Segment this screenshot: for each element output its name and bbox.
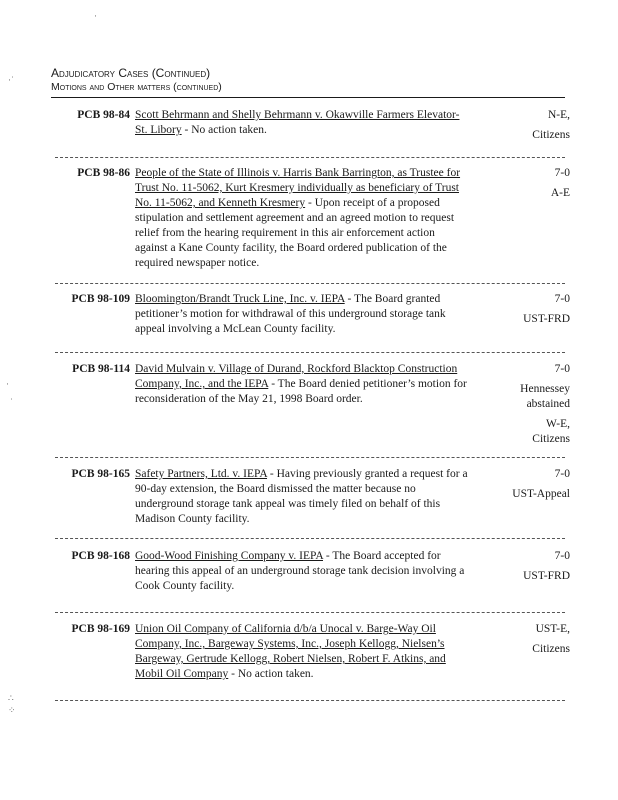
section-header [51,66,565,93]
case-vote [490,467,570,507]
vote-line: 7-0 [554,167,570,179]
case-parties: People of the State of Illinois v. Harris Bank Barrington, as Trustee for Trust No. 11-5062, Kurt Kresmery individually as beneficiary of Trust No. 11-5062, and Kenneth Kresmery [135,167,461,209]
case-number: PCB 98-86 [77,167,130,179]
case-vote [490,292,570,332]
vote-line: Citizens [532,129,570,141]
case-description [135,362,470,407]
vote-line: W-E, Citizens [532,418,570,445]
scan-speck: ⁘ [8,705,16,715]
case-vote [490,166,570,206]
case-number: PCB 98-109 [71,293,130,305]
case-parties: Union Oil Company of California d/b/a Unocal v. Barge-Way Oil Company, Inc., Bargeway Systems, Inc., Joseph Kellogg, Nielsen’s Bargeway, Gertrude Kellogg, Robert Nielsen, Robert F. Atkins, and Mobil Oil Company [135,623,446,680]
case-divider [55,283,565,284]
case-vote [490,622,570,662]
case-parties: David Mulvain v. Village of Durand, Rockford Blacktop Construction Company, Inc., and the IEPA [135,363,458,390]
scan-speck: ∴ [8,693,14,703]
vote-line: Hennessey abstained [520,383,570,410]
case-divider [55,157,565,158]
case-number: PCB 98-114 [72,363,130,375]
case-number: PCB 98-84 [77,109,130,121]
vote-line: 7-0 [554,293,570,305]
case-divider [55,700,565,701]
case-action: - The Board denied petitioner’s motion for reconsideration of the May 21, 1998 Board order. [135,378,467,405]
vote-line: 7-0 [554,363,570,375]
vote-line: UST-E, [535,623,570,635]
case-divider [55,612,565,613]
case-divider [55,352,565,353]
case-description [135,292,470,337]
case-vote [490,362,570,452]
case-number: PCB 98-169 [71,623,130,635]
case-parties: Scott Behrmann and Shelly Behrmann v. Okawville Farmers Elevator-St. Libory [135,109,460,136]
case-divider [55,457,565,458]
section-subtitle: Motions and Other matters (continued) [51,81,222,93]
vote-line: N-E, [547,109,570,121]
case-action: - The Board granted petitioner’s motion for withdrawal of this underground storage tank appeal involving a McLean County facility. [135,293,446,335]
vote-line: UST-FRD [523,313,570,325]
scan-speck: ˙ [10,397,13,407]
case-number: PCB 98-165 [71,468,130,480]
case-action: - No action taken. [181,124,267,136]
vote-line: Citizens [532,643,570,655]
vote-line: 7-0 [554,468,570,480]
case-description [135,108,470,138]
case-description [135,549,470,594]
vote-line: UST-Appeal [512,488,570,500]
scan-speck: ·˙ [8,75,14,85]
case-description [135,467,470,527]
case-parties: Good-Wood Finishing Company v. IEPA [135,550,323,562]
case-action: - Upon receipt of a proposed stipulation and settlement agreement and an agreed motion to request relief from the hearing requirement in this air enforcement action against a Kane County facility, the Board ordered publication of the required newspaper notice. [135,197,455,269]
case-vote [490,549,570,589]
case-action: - Having previously granted a request for a 90-day extension, the Board dismissed the matter because no underground storage tank appeal was timely filed on behalf of this Madison County facility. [135,468,468,525]
header-rule [51,97,565,98]
case-parties: Bloomington/Brandt Truck Line, Inc. v. IEPA [135,293,345,305]
vote-line: A-E [550,187,570,199]
case-vote [490,108,570,148]
section-title: Adjudicatory Cases (Continued) [51,66,211,80]
case-description [135,166,470,271]
case-divider [55,538,565,539]
scan-speck: · [6,379,9,389]
case-number: PCB 98-168 [71,550,130,562]
case-description [135,622,470,682]
case-action: - The Board accepted for hearing this appeal of an underground storage tank decision involving a Cook County facility. [135,550,465,592]
case-parties: Safety Partners, Ltd. v. IEPA [135,468,268,480]
vote-line: 7-0 [554,550,570,562]
scan-speck: · [94,11,97,21]
case-action: - No action taken. [228,668,314,680]
vote-line: UST-FRD [523,570,570,582]
